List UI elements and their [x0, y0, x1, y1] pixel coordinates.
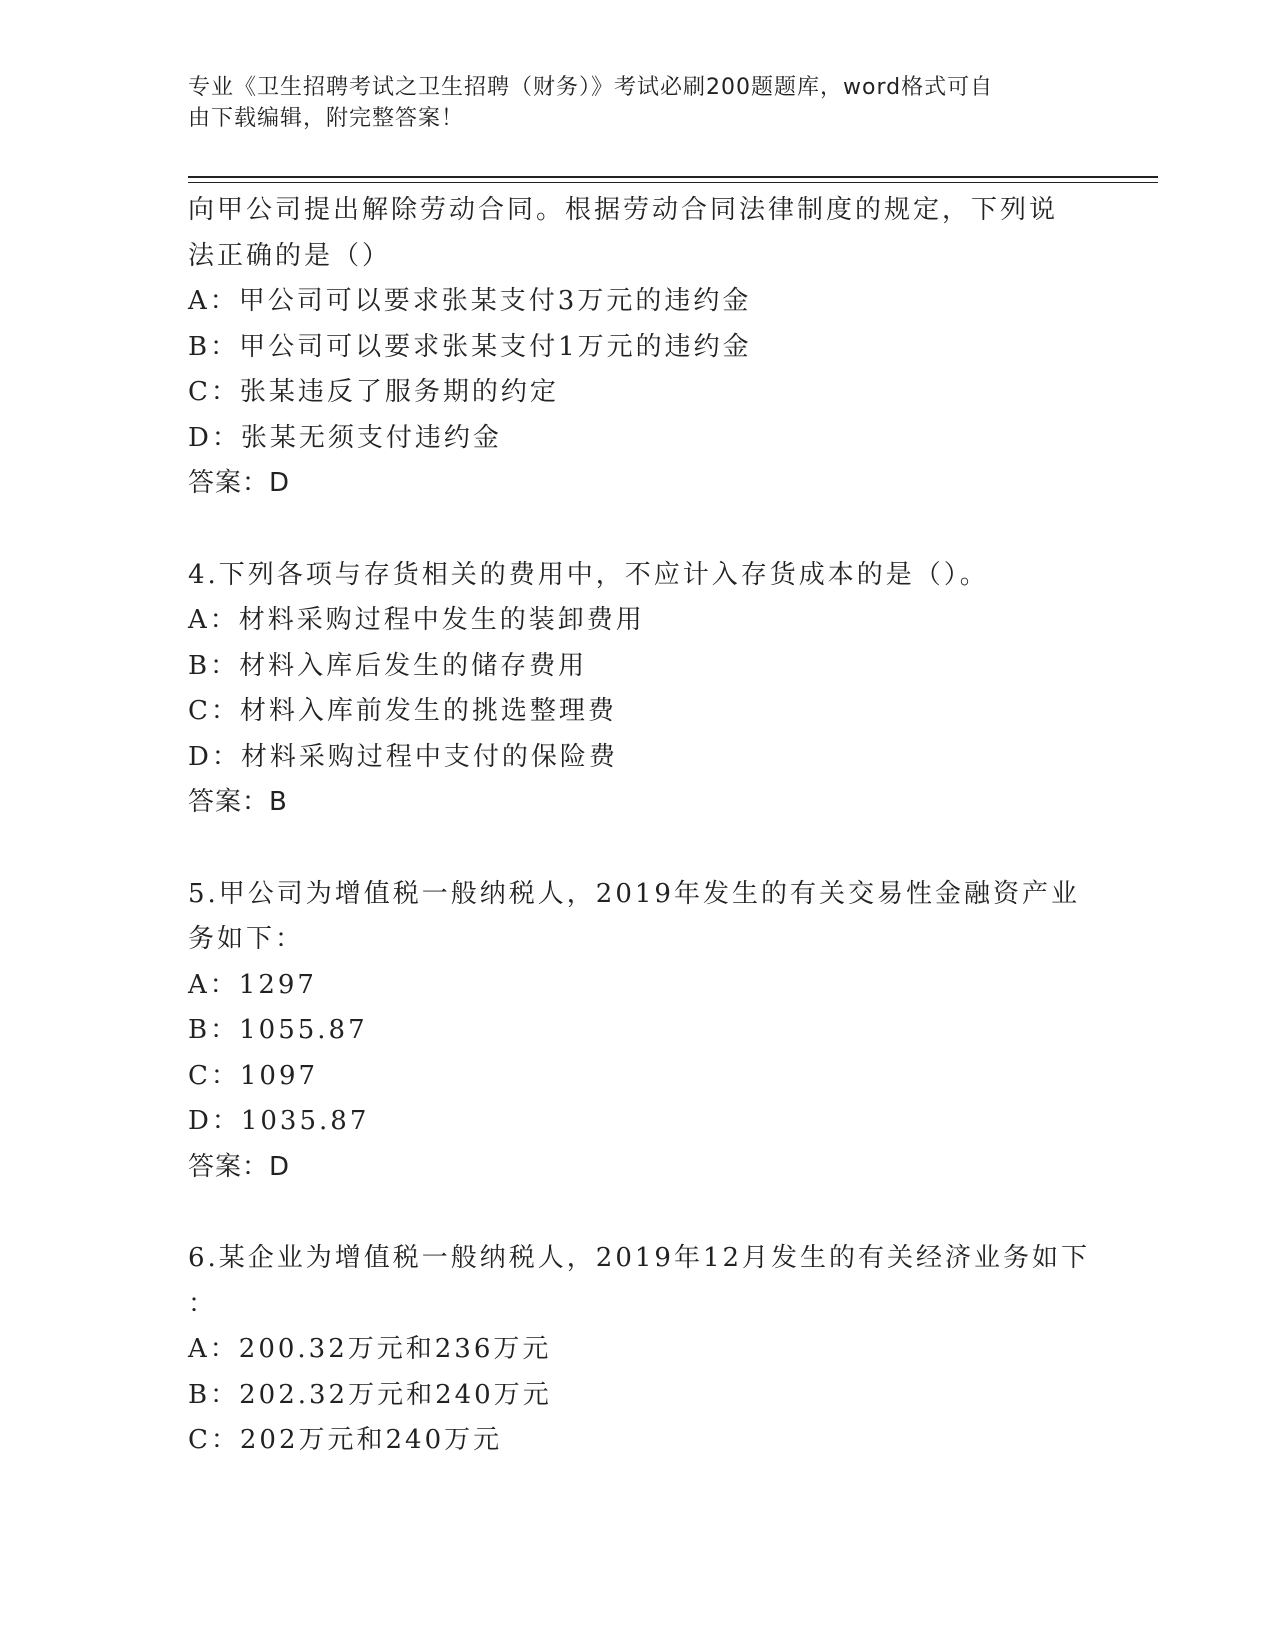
- question-block: [188, 553, 1088, 826]
- question-text: 4.下列各项与存货相关的费用中，不应计入存货成本的是（）。: [188, 559, 989, 590]
- question-list: [188, 188, 1091, 1464]
- answer-line: 答案：B: [188, 787, 288, 817]
- question-block: [188, 188, 1088, 507]
- question-text: ：: [188, 1288, 218, 1319]
- answer-line: 答案：D: [188, 1151, 291, 1182]
- header-line-1: 专业《卫生招聘考试之卫生招聘（财务）》考试必刷200题题库，word格式可自: [188, 75, 994, 100]
- document-header: [188, 72, 1068, 134]
- option-c: C：1097: [188, 1060, 319, 1091]
- option-b: B：材料入库后发生的储存费用: [188, 650, 588, 681]
- question-block: [188, 872, 1088, 1191]
- option-c: C：202万元和240万元: [188, 1425, 503, 1455]
- option-c: C：材料入库前发生的挑选整理费: [188, 696, 617, 726]
- option-c: C：张某违反了服务期的约定: [188, 377, 559, 407]
- option-d: D：张某无须支付违约金: [188, 422, 502, 453]
- question-block: [188, 1236, 1091, 1464]
- option-b: B：1055.87: [188, 1015, 368, 1045]
- answer-line: 答案：D: [188, 468, 291, 498]
- question-text: 5.甲公司为增值税一般纳税人，2019年发生的有关交易性金融资产业: [188, 878, 1080, 909]
- question-text: 向甲公司提出解除劳动合同。根据劳动合同法律制度的规定，下列说: [188, 195, 1059, 225]
- option-a: A：材料采购过程中发生的装卸费用: [188, 605, 645, 635]
- question-text: 6.某企业为增值税一般纳税人，2019年12月发生的有关经济业务如下: [188, 1243, 1091, 1273]
- header-divider-thin: [188, 182, 1158, 183]
- option-b: B：202.32万元和240万元: [188, 1379, 552, 1410]
- option-d: D：材料采购过程中支付的保险费: [188, 741, 618, 772]
- option-a: A：200.32万元和236万元: [188, 1334, 552, 1364]
- question-text: 法正确的是（）: [188, 240, 392, 271]
- option-a: A：1297: [188, 969, 317, 1000]
- option-d: D：1035.87: [188, 1106, 370, 1136]
- option-a: A：甲公司可以要求张某支付3万元的违约金: [188, 286, 752, 316]
- header-divider-thick: [188, 176, 1158, 178]
- question-text: 务如下：: [188, 924, 305, 954]
- option-b: B：甲公司可以要求张某支付1万元的违约金: [188, 331, 752, 362]
- header-line-2: 由下载编辑，附完整答案！: [188, 106, 465, 131]
